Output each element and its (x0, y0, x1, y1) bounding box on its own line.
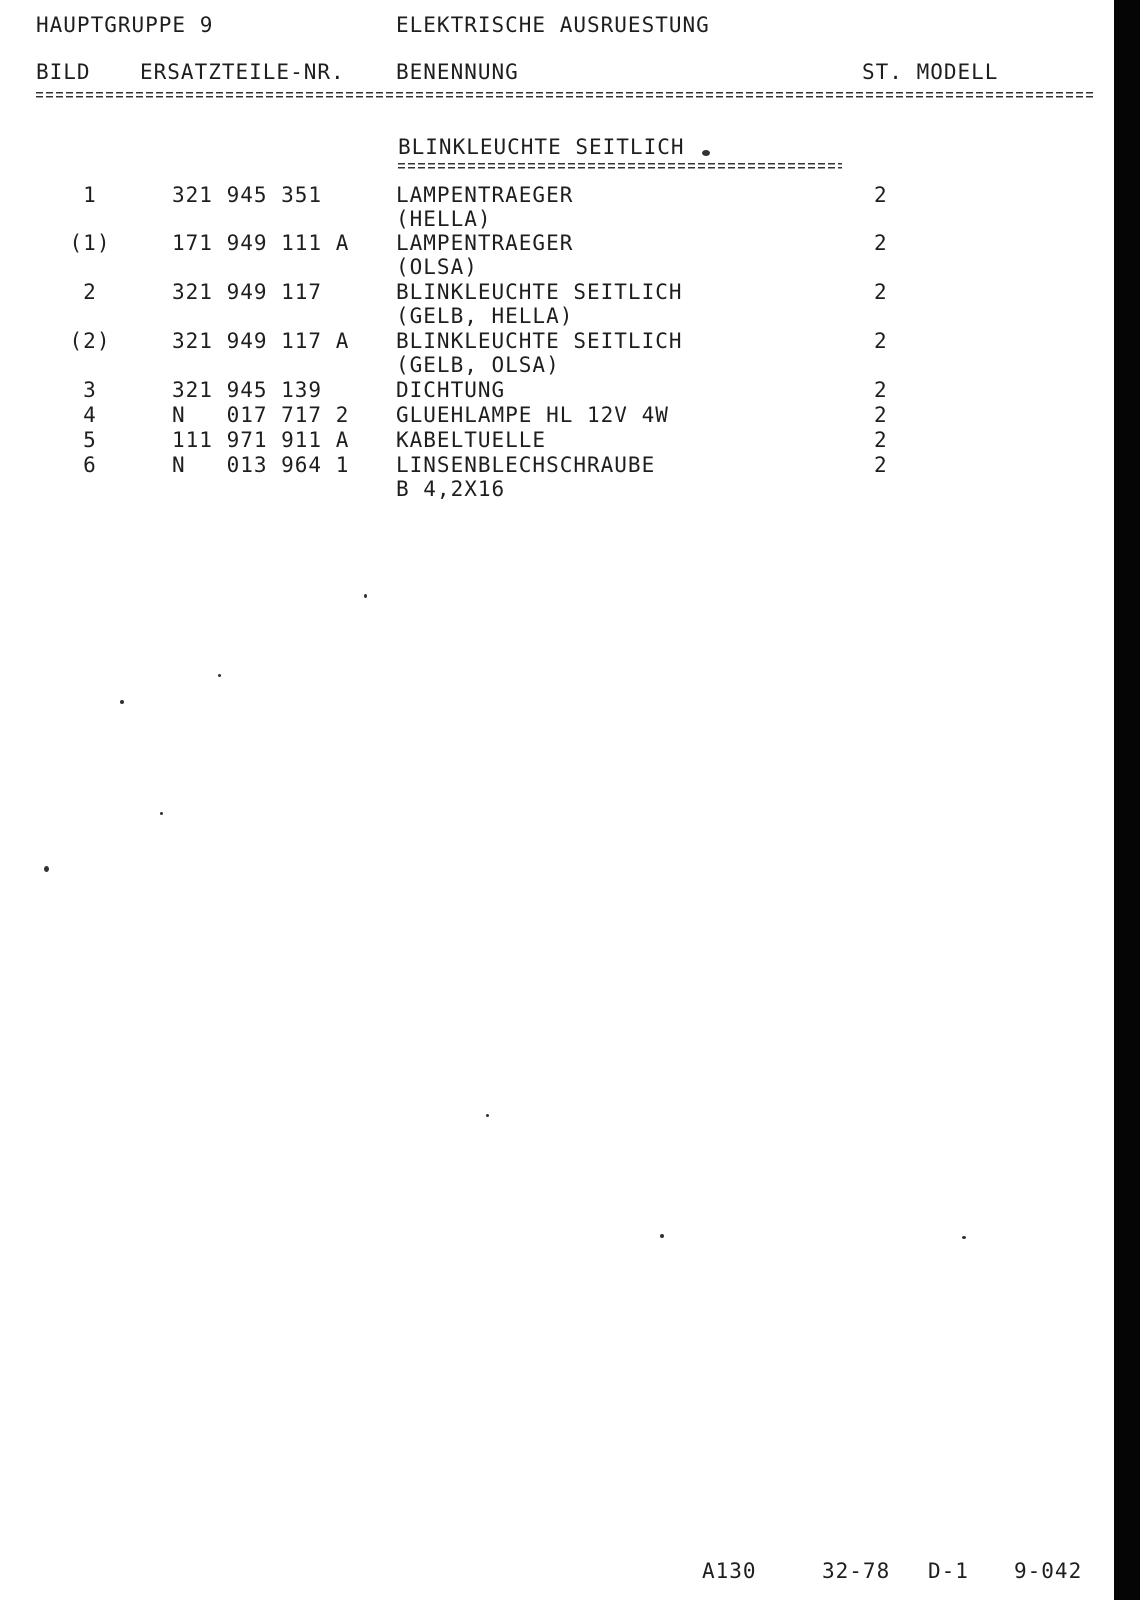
scan-speck (218, 674, 221, 677)
row-quantity: 2 (874, 403, 888, 427)
row-bild: 1 (83, 183, 97, 207)
column-header-name: BENENNUNG (396, 60, 519, 84)
row-name-detail: B 4,2X16 (396, 477, 506, 501)
header-separator (36, 92, 1096, 98)
scan-speck (44, 866, 49, 872)
row-name: GLUEHLAMPE HL 12V 4W (396, 403, 669, 427)
footer-date: 32-78 (822, 1559, 891, 1583)
row-name-detail: (GELB, OLSA) (396, 353, 560, 377)
row-quantity: 2 (874, 231, 888, 255)
row-quantity: 2 (874, 453, 888, 477)
row-quantity: 2 (874, 428, 888, 452)
scan-speck (120, 700, 124, 704)
row-name: BLINKLEUCHTE SEITLICH (396, 280, 683, 304)
scan-speck (962, 1236, 966, 1239)
main-group-label: HAUPTGRUPPE 9 (36, 13, 214, 37)
scan-speck (486, 1114, 489, 1117)
row-part-number: 321 949 117 (172, 280, 323, 304)
row-name: LINSENBLECHSCHRAUBE (396, 453, 656, 477)
row-bild: 4 (83, 403, 97, 427)
row-bild: 2 (83, 280, 97, 304)
column-header-st-modell: ST. MODELL (862, 60, 999, 84)
column-header-bild: BILD (36, 60, 91, 84)
main-group-title: ELEKTRISCHE AUSRUESTUNG (396, 13, 710, 37)
row-part-number: 111 971 911 A (172, 428, 350, 452)
scan-edge-bar (1114, 0, 1140, 1600)
row-part-number: N 017 717 2 (172, 403, 350, 427)
row-name-detail: (GELB, HELLA) (396, 304, 574, 328)
footer-page-number: 9-042 (1014, 1559, 1083, 1583)
row-part-number: 321 945 139 (172, 378, 323, 402)
scan-speck (702, 150, 710, 156)
section-title-underline (398, 163, 842, 169)
row-bild: 5 (83, 428, 97, 452)
row-quantity: 2 (874, 280, 888, 304)
scan-speck (160, 812, 163, 815)
column-header-part-number: ERSATZTEILE-NR. (140, 60, 345, 84)
row-part-number: 171 949 111 A (172, 231, 350, 255)
row-bild: (2) (69, 329, 111, 353)
row-bild: (1) (69, 231, 111, 255)
row-quantity: 2 (874, 378, 888, 402)
scan-speck (364, 594, 367, 598)
section-title: BLINKLEUCHTE SEITLICH (398, 135, 685, 159)
row-name: DICHTUNG (396, 378, 506, 402)
scan-speck (660, 1234, 664, 1238)
row-quantity: 2 (874, 183, 888, 207)
row-name: BLINKLEUCHTE SEITLICH (396, 329, 683, 353)
row-name: KABELTUELLE (396, 428, 547, 452)
row-bild: 6 (83, 453, 97, 477)
row-name: LAMPENTRAEGER (396, 183, 574, 207)
row-bild: 3 (83, 378, 97, 402)
row-name: LAMPENTRAEGER (396, 231, 574, 255)
row-part-number: 321 949 117 A (172, 329, 350, 353)
row-part-number: 321 945 351 (172, 183, 323, 207)
row-quantity: 2 (874, 329, 888, 353)
row-name-detail: (HELLA) (396, 207, 492, 231)
row-part-number: N 013 964 1 (172, 453, 350, 477)
footer-region: D-1 (928, 1559, 969, 1583)
footer-code: A130 (702, 1559, 757, 1583)
row-name-detail: (OLSA) (396, 255, 478, 279)
